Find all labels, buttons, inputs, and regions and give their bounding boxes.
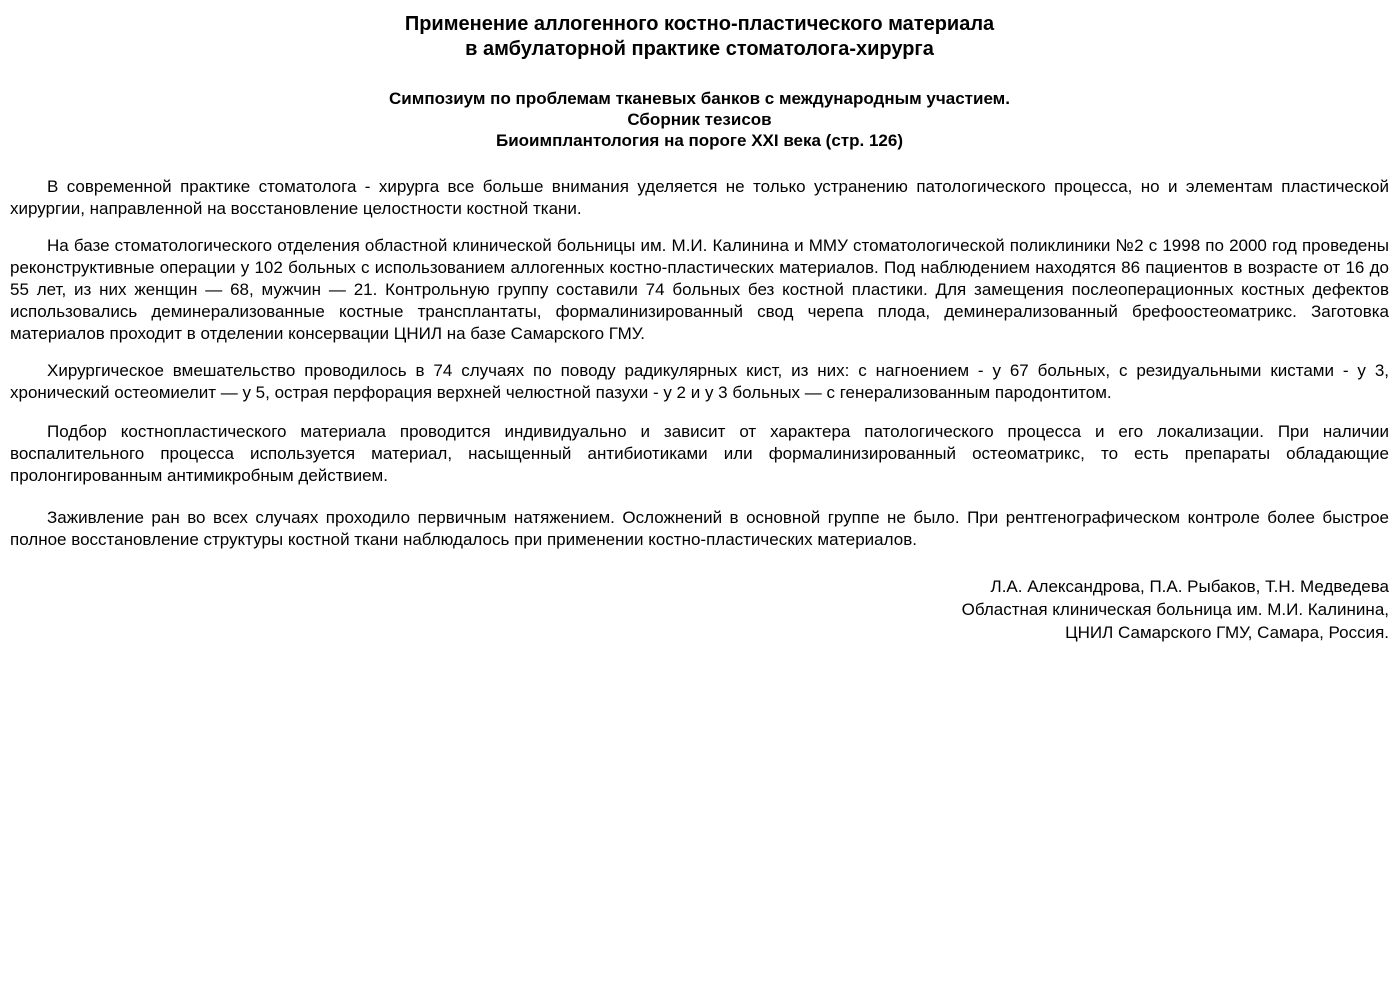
subtitle-collection-line: Сборник тезисов <box>627 110 772 129</box>
subtitle-bioimplantology-line: Биоимплантология на пороге XXI века (стр. 126) <box>496 131 903 150</box>
page-title <box>10 12 1389 62</box>
affiliation-hospital-line: Областная клиническая больница им. М.И. Калинина, <box>961 600 1389 619</box>
page-title-line-2: в амбулаторной практике стоматолога-хирурга <box>465 38 934 60</box>
affiliation-city-line: ЦНИЛ Самарского ГМУ, Самара, Россия. <box>1065 623 1389 642</box>
authors-block <box>10 575 1389 644</box>
subtitle-symposium-line: Симпозиум по проблемам тканевых банков с международным участием. <box>389 89 1010 108</box>
body-paragraph-4: Подбор костнопластического материала проводится индивидуально и зависит от характера патологического процесса и его локализации. При наличии воспалительного процесса используется материал, насыщенный антибиотиками или формалинизированный остеоматрикс, то есть препараты обладающие пролонгированным антимикробным действием. <box>10 422 1389 485</box>
page-title-line-1: Применение аллогенного костно-пластического материала <box>404 13 995 35</box>
source-subtitle <box>10 88 1389 151</box>
body-paragraph-3: Хирургическое вмешательство проводилось в 74 случаях по поводу радикулярных кист, из них: с нагноением - у 67 больных, с резидуальными кистами - у 3, хронический остеомиелит — у 5, острая перфорация верхней челюстной пазухи - у 2 и у 3 больных — с генерализованным пародонтитом. <box>10 361 1389 402</box>
authors-names-line: Л.А. Александрова, П.А. Рыбаков, Т.Н. Медведева <box>990 577 1389 596</box>
body-paragraph-2: На базе стоматологического отделения областной клинической больницы им. М.И. Калинина и ММУ стоматологической поликлиники №2 с 1998 по 2000 год проведены реконструктивные операции у 102 больных с использованием аллогенных костно-пластических материалов. Под наблюдением находятся 86 пациентов в возрасте от 16 до 55 лет, из них женщин — 68, мужчин — 21. Контрольную группу составили 74 больных без костной пластики. Для замещения послеоперационных костных дефектов использовались деминерализованные костные трансплантаты, формалинизированный свод черепа плода, деминерализованный брефоостеоматрикс. Заготовка материалов проходит в отделении консервации ЦНИЛ на базе Самарского ГМУ. <box>10 236 1389 343</box>
body-paragraph-5: Заживление ран во всех случаях проходило первичным натяжением. Осложнений в основной группе не было. При рентгенографическом контроле более быстрое полное восстановление структуры костной ткани наблюдалось при применении костно-пластических материалов. <box>10 508 1389 549</box>
body-paragraph-1: В современной практике стоматолога - хирурга все больше внимания уделяется не только устранению патологического процесса, но и элементам пластической хирургии, направленной на восстановление целостности костной ткани. <box>10 177 1389 218</box>
